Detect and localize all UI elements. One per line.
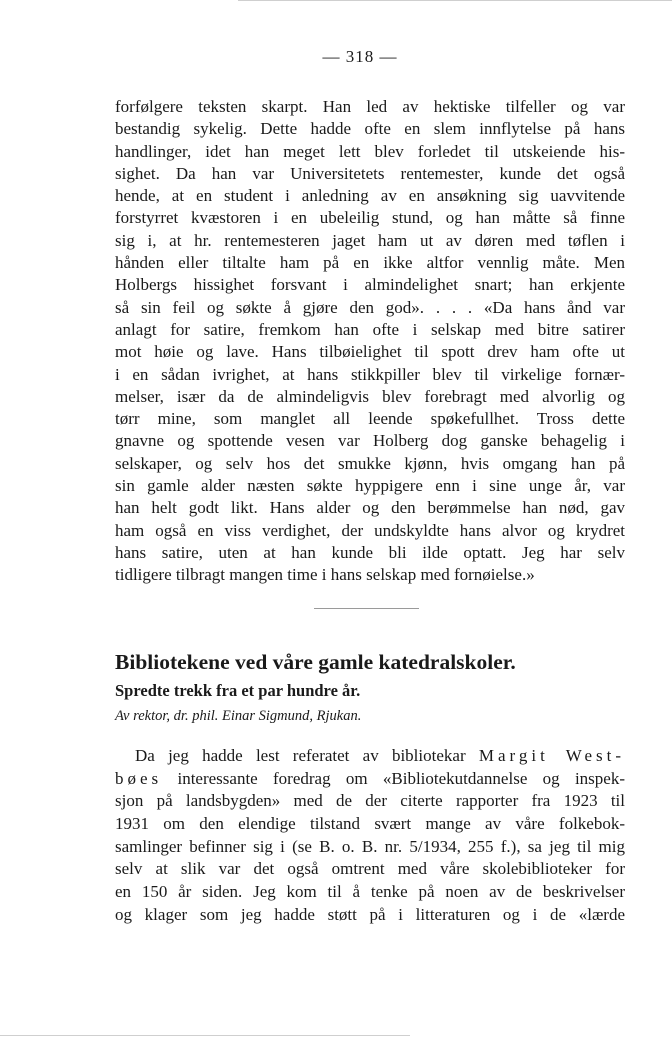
section-separator <box>314 608 419 609</box>
text-line: sig i, at hr. rentemesteren jaget ham ut av døren med tøflen i <box>115 230 625 250</box>
paragraph-article-intro <box>115 745 625 927</box>
paragraph-holberg <box>115 96 625 587</box>
article-title: Bibliotekene ved våre gamle katedralskoler. <box>115 650 516 674</box>
text-line <box>115 745 625 768</box>
text-line: sjon på landsbygden» med de der citerte rapporter fra 1923 til <box>115 791 625 811</box>
text-line: sin gamle alder næsten søkte hyppigere enn i sine unge år, var <box>115 476 625 496</box>
text-line: gnavne og spottende vesen var Holberg dog ganske behagelig i <box>115 431 625 451</box>
text-run: Da jeg hadde lest referatet av bibliotekar <box>135 746 479 765</box>
text-line: samlinger befinner sig i (se B. o. B. nr. 5/1934, 255 f.), sa jeg til mig <box>115 836 625 856</box>
text-line: 1931 om den elendige tilstand svært mange av våre folkebok- <box>115 814 625 834</box>
author-name-spaced: bøes <box>115 768 163 788</box>
text-run: interessante foredrag om «Bibliotekutdannelse og inspek- <box>162 768 625 788</box>
text-line: ham også en viss verdighet, der undskyldte hans alvor og krydret <box>115 520 625 540</box>
text-line: mot høie og lave. Hans tilbøielighet til spott drev ham ofte ut <box>115 342 625 362</box>
text-line: hånden eller tiltalte ham på en ikke altfor vennlig måte. Men <box>115 253 625 273</box>
text-line: anlagt for satire, fremkom han ofte i selskap med bitre satirer <box>115 319 625 339</box>
text-line: forfølgere teksten skarpt. Han led av hektiske tilfeller og var <box>115 97 625 116</box>
text-line: så sin feil og søkte å gjøre den god». . . . «Da hans ånd var <box>115 297 625 317</box>
author-name-spaced: Margit West- <box>478 746 625 765</box>
text-line: forstyrret kvæstoren i en ubeleilig stund, og han måtte så finne <box>115 208 625 228</box>
text-line: i en sådan ivrighet, at hans stikkpiller blev til virkelige fornær- <box>115 364 625 384</box>
text-line: Holbergs hissighet forsvant i almindelighet snart; han erkjente <box>115 275 625 295</box>
text-line: selskaper, og selv hos det smukke kjønn, hvis omgang han på <box>115 453 625 473</box>
text-line: han helt godt likt. Hans alder og den berømmelse han nød, gav <box>115 498 625 518</box>
article-byline: Av rektor, dr. phil. Einar Sigmund, Rjukan. <box>115 708 362 724</box>
scan-edge-top <box>238 0 672 1</box>
text-line: en 150 år siden. Jeg kom til å tenke på noen av de beskrivelser <box>115 882 625 902</box>
page-number: — 318 — <box>322 47 398 66</box>
text-line: tidligere tilbragt mangen time i hans selskap med fornøielse.» <box>115 565 535 585</box>
text-line <box>115 768 625 791</box>
text-line: tørr mine, som manglet all leende spøkefullhet. Tross dette <box>115 409 625 429</box>
text-line: bestandig sykelig. Dette hadde ofte en slem innflytelse på hans <box>115 119 625 139</box>
text-line: og klager som jeg hadde støtt på i litteraturen og i de «lærde <box>115 904 625 924</box>
article-subtitle: Spredte trekk fra et par hundre år. <box>115 681 361 700</box>
text-line: handlinger, idet han meget lett blev forledet til utskeiende his- <box>115 141 625 161</box>
text-line: selv at slik var det også omtrent med våre skolebiblioteker for <box>115 859 625 879</box>
scan-edge-bottom <box>0 1035 410 1036</box>
text-line: sighet. Da han var Universitetets rentemester, kunde det også <box>115 163 625 183</box>
text-line: hans satire, uten at han kunde bli ilde optatt. Jeg har selv <box>115 542 625 562</box>
text-line: melser, især da de almindeligvis blev forebragt med alvorlig og <box>115 386 625 406</box>
text-line: hende, at en student i anledning av en ansøkning sig uavvitende <box>115 186 625 206</box>
